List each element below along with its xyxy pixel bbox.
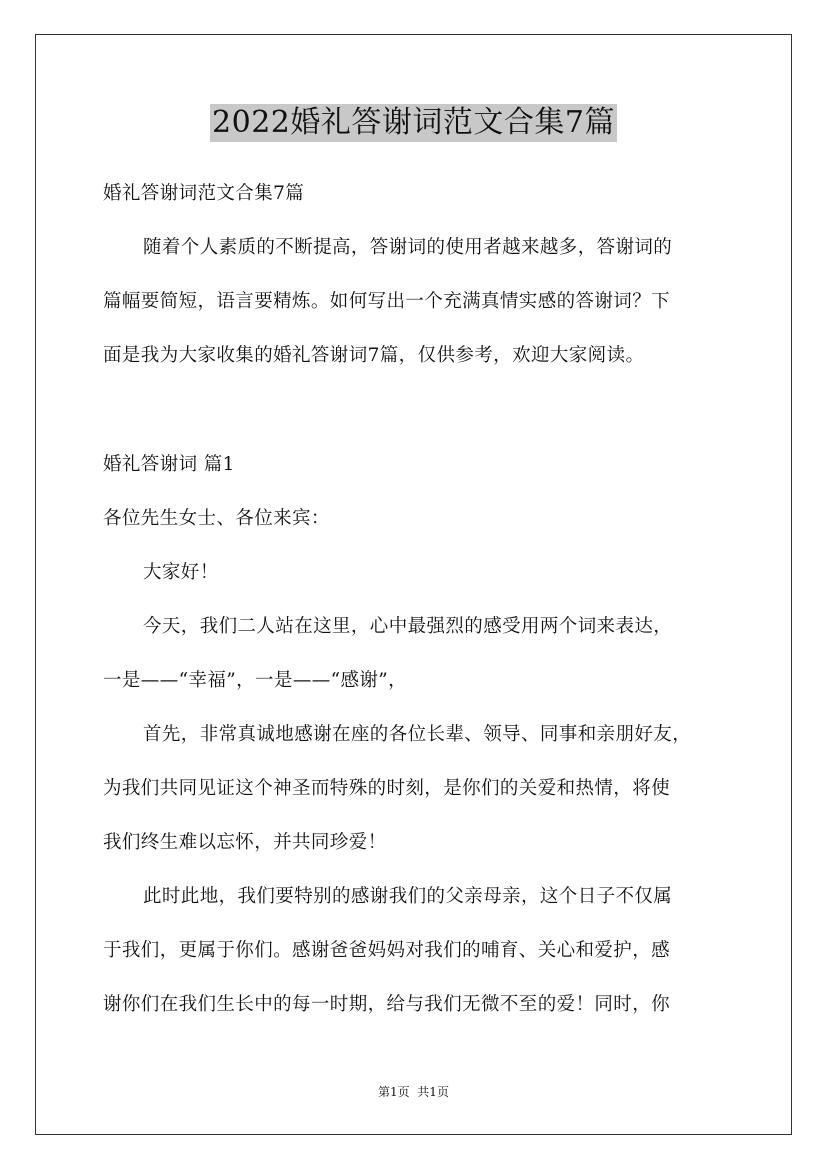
paragraph-line: 首先，非常真诚地感谢在座的各位长辈、领导、同事和亲朋好友，	[143, 724, 692, 745]
title-container	[0, 104, 827, 142]
paragraph-line: 为我们共同见证这个神圣而特殊的时刻，是你们的关爱和热情，将使	[103, 778, 671, 799]
paragraph-line: 今天，我们二人站在这里，心中最强烈的感受用两个词来表达，	[143, 616, 673, 637]
paragraph-line: 随着个人素质的不断提高，答谢词的使用者越来越多，答谢词的	[143, 237, 673, 258]
paragraph-line: 谢你们在我们生长中的每一时期，给与我们无微不至的爱！同时，你	[103, 994, 671, 1015]
section-heading: 婚礼答谢词 篇1	[103, 454, 235, 475]
paragraph-line: 于我们，更属于你们。感谢爸爸妈妈对我们的哺育、关心和爱护，感	[103, 940, 671, 961]
paragraph-line: 我们终生难以忘怀，并共同珍爱！	[103, 832, 387, 853]
document-title: 2022婚礼答谢词范文合集7篇	[212, 105, 615, 140]
paragraph-line: 此时此地，我们要特别的感谢我们的父亲母亲，这个日子不仅属	[143, 886, 673, 907]
paragraph-line: 面是我为大家收集的婚礼答谢词7篇，仅供参考，欢迎大家阅读。	[103, 345, 645, 366]
subtitle-line: 婚礼答谢词范文合集7篇	[103, 183, 305, 204]
salutation-line: 各位先生女士、各位来宾：	[103, 508, 330, 529]
paragraph-line: 篇幅要简短，语言要精炼。如何写出一个充满真情实感的答谢词？下	[103, 291, 671, 312]
page-number-footer: 第1页 共1页	[378, 1085, 449, 1099]
greeting-line: 大家好！	[143, 562, 219, 583]
paragraph-line: 一是——“幸福”，一是——“感谢”，	[103, 670, 408, 691]
